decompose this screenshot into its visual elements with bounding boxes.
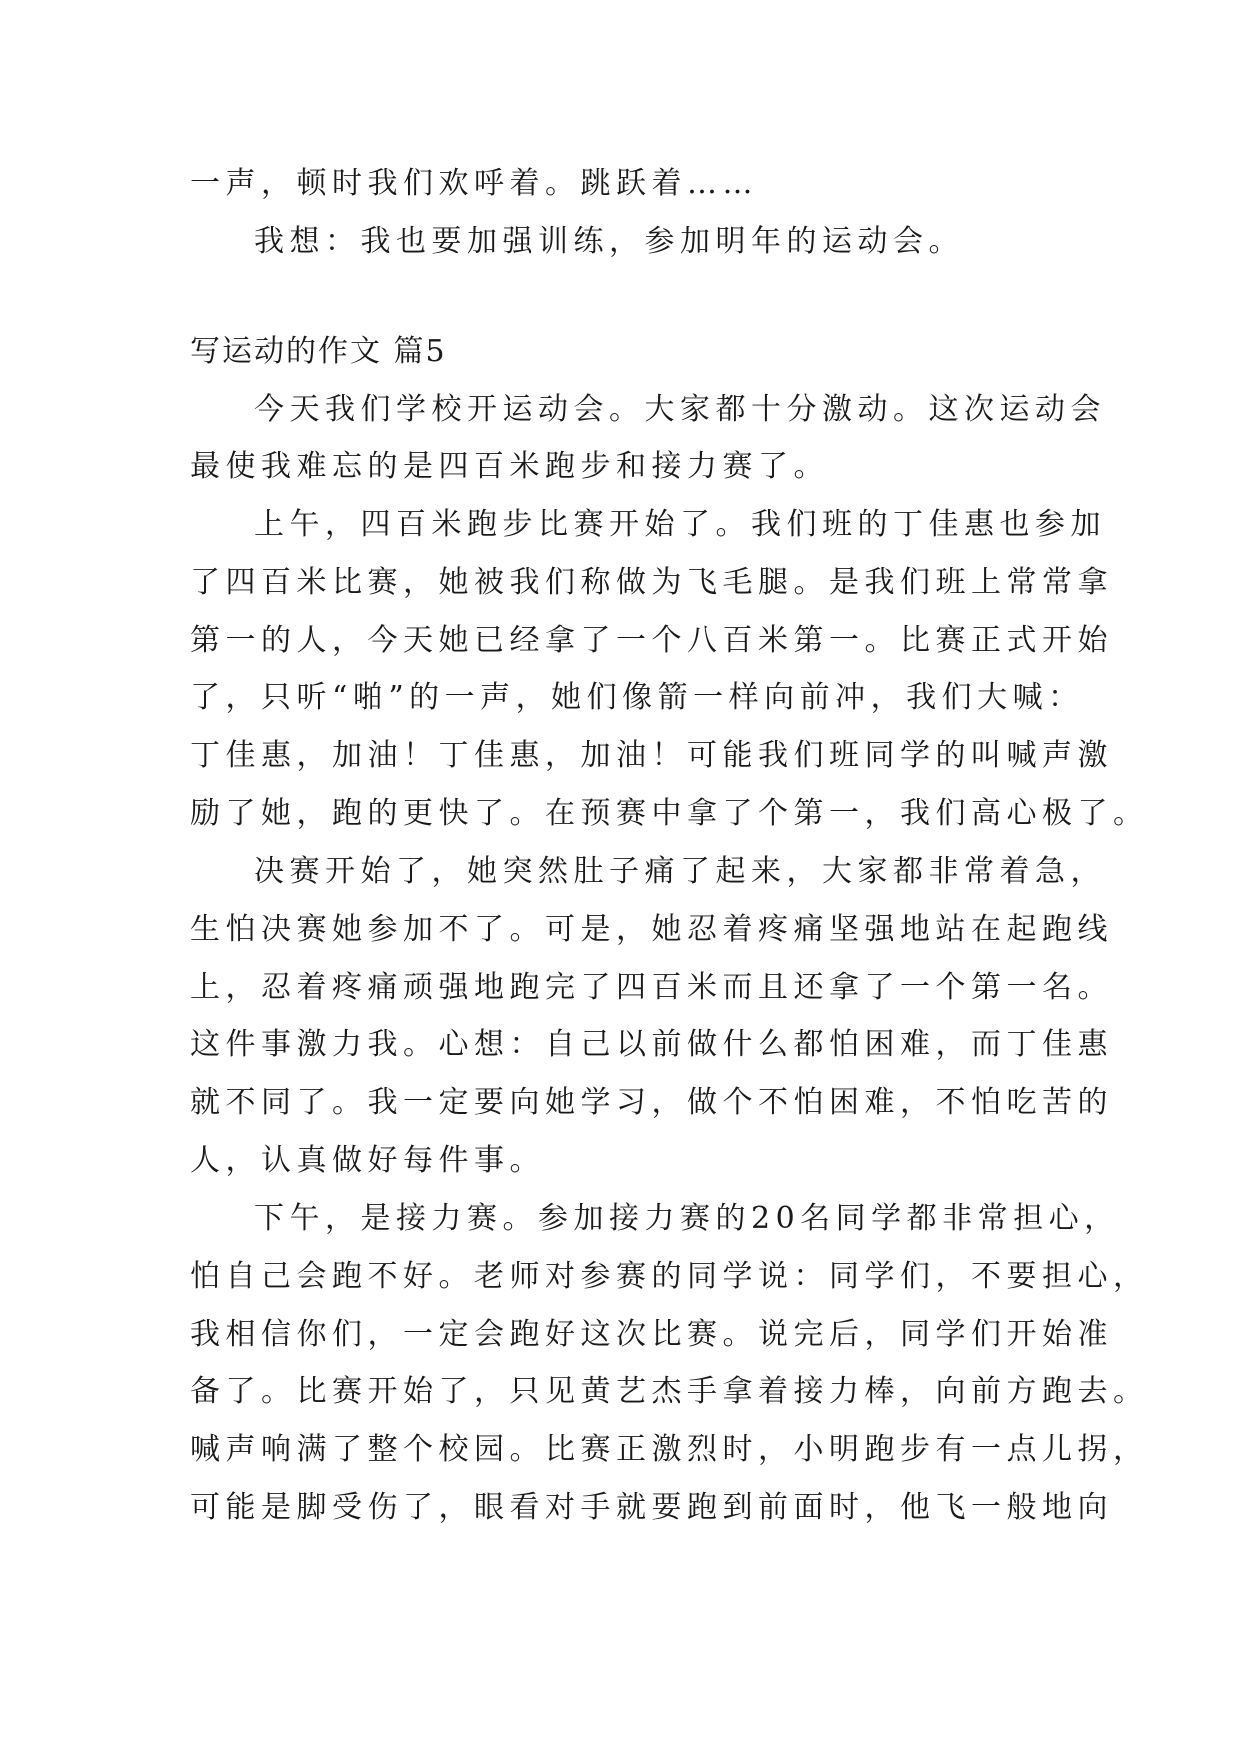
text-line: 一声，顿时我们欢呼着。跳跃着…… — [190, 166, 758, 201]
text-line: 我想：我也要加强训练，参加明年的运动会。 — [254, 224, 964, 259]
text-line: 上，忍着疼痛顽强地跑完了四百米而且还拿了一个第一名。 — [190, 970, 1113, 1005]
text-line: 就不同了。我一定要向她学习，做个不怕困难，不怕吃苦的 — [190, 1085, 1113, 1120]
text-line: 喊声响满了整个校园。比赛正激烈时，小明跑步有一点儿拐， — [190, 1432, 1149, 1467]
text-line: 下午，是接力赛。参加接力赛的20名同学都非常担心， — [254, 1201, 1120, 1236]
text-line: 人，认真做好每件事。 — [190, 1143, 545, 1178]
text-line: 可能是脚受伤了，眼看对手就要跑到前面时，他飞一般地向 — [190, 1490, 1113, 1525]
text-line: 决赛开始了，她突然肚子痛了起来，大家都非常着急， — [254, 854, 1106, 889]
text-line: 我相信你们，一定会跑好这次比赛。说完后，同学们开始准 — [190, 1317, 1113, 1352]
text-line: 这件事激力我。心想：自己以前做什么都怕困难，而丁佳惠 — [190, 1027, 1113, 1062]
text-line: 丁佳惠，加油！丁佳惠，加油！可能我们班同学的叫喊声激 — [190, 738, 1113, 773]
text-line: 今天我们学校开运动会。大家都十分激动。这次运动会 — [254, 392, 1106, 427]
text-line: 怕自己会跑不好。老师对参赛的同学说：同学们，不要担心， — [190, 1259, 1149, 1294]
text-line: 上午，四百米跑步比赛开始了。我们班的丁佳惠也参加 — [254, 507, 1106, 542]
text-line: 备了。比赛开始了，只见黄艺杰手拿着接力棒，向前方跑去。 — [190, 1374, 1149, 1409]
text-line: 生怕决赛她参加不了。可是，她忍着疼痛坚强地站在起跑线 — [190, 912, 1113, 947]
text-line: 了四百米比赛，她被我们称做为飞毛腿。是我们班上常常拿 — [190, 565, 1113, 600]
section-heading: 写运动的作文 篇5 — [190, 334, 447, 369]
text-line: 最使我难忘的是四百米跑步和接力赛了。 — [190, 449, 829, 484]
text-line: 励了她，跑的更快了。在预赛中拿了个第一，我们高心极了。 — [190, 796, 1149, 831]
text-line: 第一的人，今天她已经拿了一个八百米第一。比赛正式开始 — [190, 623, 1113, 658]
text-line: 了，只听“啪”的一声，她们像箭一样向前冲，我们大喊： — [190, 680, 1084, 715]
